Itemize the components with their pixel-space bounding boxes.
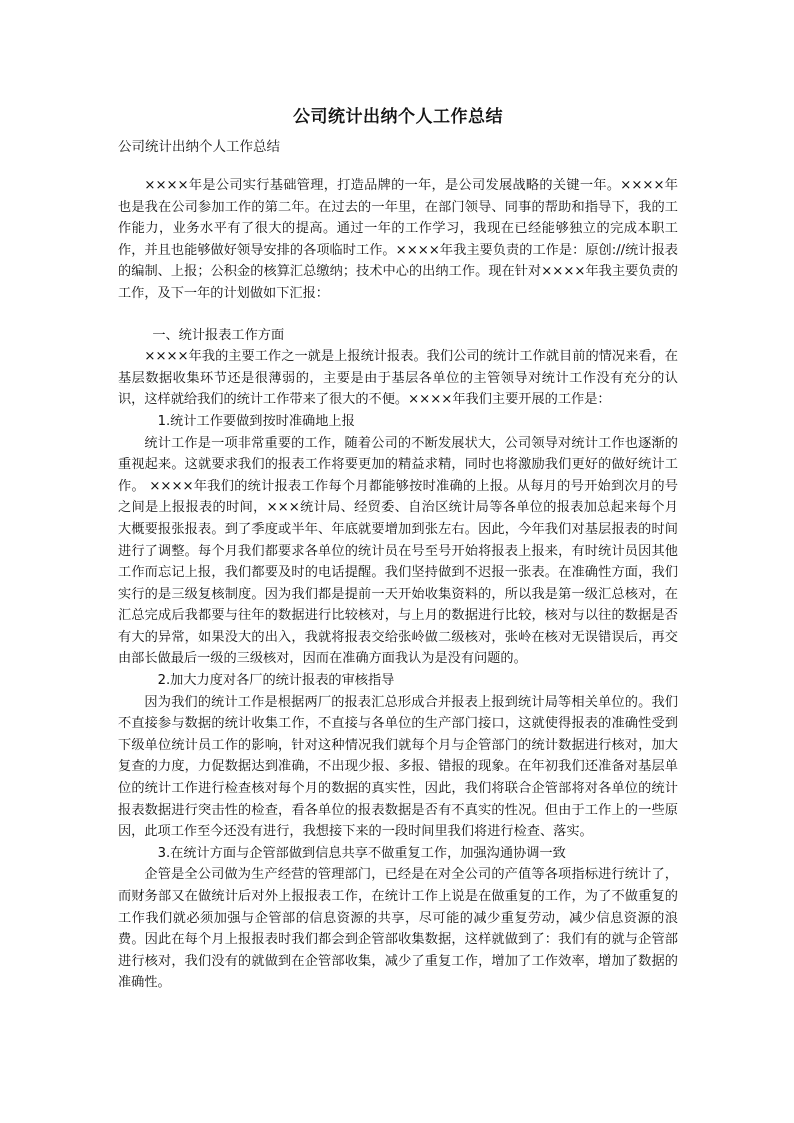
section-heading: 一、统计报表工作方面 [152, 327, 285, 343]
document-page [118, 104, 678, 994]
document-subtitle: 公司统计出纳个人工作总结 [118, 139, 280, 155]
item-body-1: 统计工作是一项非常重要的工作，随着公司的不断发展状大，公司领导对统计工作也逐渐的重视起来。这就要求我们的报表工作将要更加的精益求精，同时也将激励我们更好的做好统计工作。 ××××年我们的统计报表工作每个月都能够按时准确的上报。从每月的号开始到次月的号之间是上报报表的时间，×××统计局、经贸委、自治区统计局等各单位的报表加总起来每个月大概要报张报表。到了季度或半年、年底就要增加到张左右。因此，今年我们对基层报表的时间进行了调整。每个月我们都要求各单位的统计员在号至号开始将报表上报来，有时统计员因其他工作而忘记上报，我们都要及时的电话提醒。我们坚持做到不迟报一张表。在准确性方面，我们实行的是三级复核制度。因为我们都是提前一天开始收集资料的，所以我是第一级汇总核对，在汇总完成后我都要与往年的数据进行比较核对，与上月的数据进行比较，核对与以往的数据是否有大的异常，如果没大的出入，我就将报表交给张岭做二级核对，张岭在核对无误错误后，再交由部长做最后一级的三级核对，因而在准确方面我认为是没有问题的。 [118, 435, 678, 667]
item-body-2: 因为我们的统计工作是根据两厂的报表汇总形成合并报表上报到统计局等相关单位的。我们不直接参与数据的统计收集工作，不直接与各单位的生产部门接口，这就使得报表的准确性受到下级单位统计员工作的影响，针对这种情况我们就每个月与企管部门的统计数据进行核对，加大复查的力度，力促数据达到准确，不出现少报、多报、错报的现象。在年初我们还准备对基层单位的统计工作进行检查核对每个月的数据的真实性，因此，我们将联合企管部将对各单位的统计报表数据进行突击性的检查，看各单位的报表数据是否有不真实的性况。但由于工作上的一些原因，此项工作至今还没有进行，我想接下来的一段时间里我们将进行检查、落实。 [118, 694, 678, 840]
paragraph-gap [118, 305, 678, 325]
item-heading-2: 2.加大力度对各厂的统计报表的审核指导 [157, 673, 395, 689]
item-heading-1: 1.统计工作要做到按时准确地上报 [157, 413, 355, 429]
document-title: 公司统计出纳个人工作总结 [293, 107, 503, 127]
item-heading-3: 3.在统计方面与企管部做到信息共享不做重复工作，加强沟通协调一致 [157, 845, 566, 861]
item-body-3: 企管是全公司做为生产经营的管理部门，已经是在对全公司的产值等各项指标进行统计了，而财务部又在做统计后对外上报报表工作，在统计工作上说是在做重复的工作，为了不做重复的工作我们就必须加强与企管部的信息资源的共享，尽可能的减少重复劳动，减少信息资源的浪费。因此在每个月上报报表时我们都会到企管部收集数据，这样就做到了：我们有的就与企管部进行核对，我们没有的就做到在企管部收集，减少了重复工作，增加了工作效率，增加了数据的准确性。 [118, 867, 678, 991]
section-intro-paragraph: ××××年我的主要工作之一就是上报统计报表。我们公司的统计工作就目前的情况来看，在基层数据收集环节还是很薄弱的，主要是由于基层各单位的主管领导对统计工作没有充分的认识，这样就给我们的统计工作带来了很大的不便。××××年我们主要开展的工作是： [118, 349, 678, 408]
intro-paragraph: ××××年是公司实行基础管理，打造品牌的一年，是公司发展战略的关键一年。××××年也是我在公司参加工作的第二年。在过去的一年里，在部门领导、同事的帮助和指导下，我的工作能力，业务水平有了很大的提高。通过一年的工作学习，我现在已经能够独立的完成本职工作，并且也能够做好领导安排的各项临时工作。××××年我主要负责的工作是：原创://统计报表的编制、上报；公积金的核算汇总缴纳；技术中心的出纳工作。现在针对××××年我主要负责的工作，及下一年的计划做如下汇报： [118, 178, 678, 301]
